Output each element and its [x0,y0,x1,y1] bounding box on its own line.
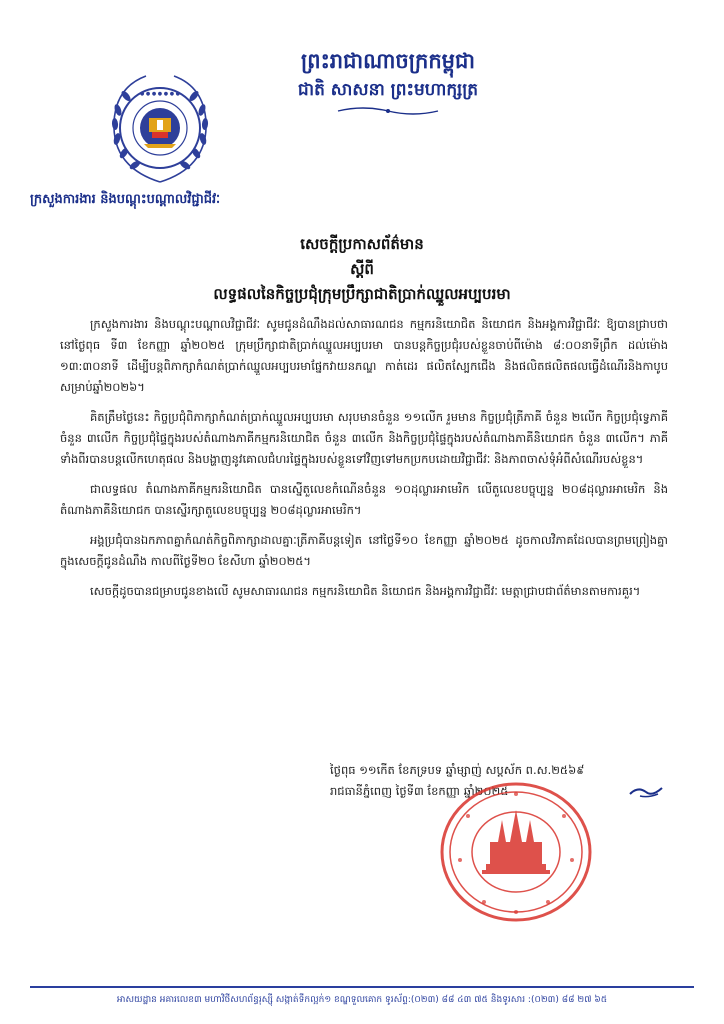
ministry-name: ក្រសួងការងារ និងបណ្តុះបណ្តាលវិជ្ជាជីវៈ [30,192,221,207]
official-seal [438,780,594,924]
footer-address: អាសយដ្ឋាន អគារលេខ៣ មហាវិថីសហព័ន្ធរុស្ស៊ី សង្កាត់ទឹកល្អក់១ ខណ្ឌទួលគោក ទូរស័ព្ទ:(០២៣) ៨៨ ៤៣ ៧៥ និងទូរសារ :(០២៣) ៨៨ ២៧ ៦៥ [116,995,608,1005]
paragraph: សេចក្តីដូចបានជម្រាបជូនខាងលើ សូមសាធារណជន កម្មករនិយោជិត និយោជក និងអង្គការវិជ្ជាជីវៈ មេត្តាជ្រាបជាព័ត៌មានតាមការគួរ។ [90,584,641,598]
solar-date: រាជធានីភ្នំពេញ ថ្ងៃទី៣ ខែកញ្ញា ឆ្នាំ២០២៥ [330,784,509,798]
paragraph: គិតត្រឹមថ្ងៃនេះ កិច្ចប្រជុំពិភាក្សាកំណត់ប្រាក់ឈ្នួលអប្បបរមា សរុបមានចំនួន ១១លើក រួមមាន កិច្ចប្រជុំត្រីភាគី ចំនួន ២លើក កិច្ចប្រជុំទ្វេភាគី ចំនួន ៣លើក កិច្ចប្រជុំផ្ទៃក្នុងរបស់តំណាងភាគីកម្មករនិយោជិត ចំនួន ៣លើក និងកិច្ចប្រជុំផ្ទៃក្នុងរបស់តំណាងភាគីនិយោជក ចំនួន ៣លើក។ ភាគីទាំងពីរបានបន្តលើកហេតុផល និងបង្ហាញនូវគោលជំហរផ្ទៃក្នុងរបស់ខ្លួនទៅវិញទៅមកប្រកបដោយវិជ្ជាជីវៈ និងភាពចាស់ទុំអំពីសំណើរបស់ខ្លួន។ [60,410,668,466]
kingdom-title: ព្រះរាជាណាចក្រកម្ពុជា [300,49,475,73]
paragraph: ជាលទ្ធផល តំណាងភាគីកម្មករនិយោជិត បានស្នើតួលេខកំណើនចំនួន ១០ដុល្លារអាមេរិក លើតួលេខបច្ចុប្បន្ន ២០៨ដុល្លារអាមេរិក និងតំណាងភាគីនិយោជក បានស្នើរក្សាតួលេខបច្ចុប្បន្ន ២០៨ដុល្លារអាមេរិក។ [60,482,668,517]
kingdom-header [258,48,518,121]
ministry-logo [100,62,220,190]
national-motto: ជាតិ សាសនា ព្រះមហាក្សត្រ [297,80,479,100]
document-body [60,314,668,611]
document-title [80,232,644,307]
title-line-2: ស្តីពី [350,260,374,278]
footer-divider [30,986,694,988]
title-line-3: លទ្ធផលនៃកិច្ចប្រជុំក្រុមប្រឹក្សាជាតិប្រាក់ឈ្នួលអប្បបរមា [213,285,511,303]
paragraph: ក្រសួងការងារ និងបណ្តុះបណ្តាលវិជ្ជាជីវៈ សូមជូនដំណឹងដល់សាធារណជន កម្មករនិយោជិត និយោជក និងអង្គការវិជ្ជាជីវៈ ឱ្យបានជ្រាបថា នៅថ្ងៃពុធ ទី៣ ខែកញ្ញា ឆ្នាំ២០២៥ ក្រុមប្រឹក្សាជាតិប្រាក់ឈ្នួលអប្បបរមា បានបន្តកិច្ចប្រជុំរបស់ខ្លួនចាប់ពីម៉ោង ៨:០០នាទីព្រឹក ដល់ម៉ោង ១៣:៣០នាទី ដើម្បីបន្តពិភាក្សាកំណត់ប្រាក់ឈ្នួលអប្បបរមាផ្នែកវាយនភណ្ឌ កាត់ដេរ ផលិតស្បែកជើង និងផលិតផលិតផលធ្វើដំណើរនិងកាបូប សម្រាប់ឆ្នាំ២០២៦។ [60,317,668,394]
signature-mark [628,784,664,800]
lunar-date: ថ្ងៃពុធ ១១កើត ខែភទ្របទ ឆ្នាំម្សាញ់ សប្តស័ក ព.ស.២៥៦៩ [330,763,585,777]
title-line-1: សេចក្តីប្រកាសព័ត៌មាន [300,235,424,253]
paragraph: អង្គប្រជុំបានឯកភាពគ្នាកំណត់កិច្ចពិភាក្សាដាលគ្នាៈត្រីភាគីបន្តទៀត នៅថ្ងៃទី១០ ខែកញ្ញា ឆ្នាំ២០២៥ ដូចកាលវិភាគដែលបានព្រមព្រៀងគ្នាក្នុងសេចក្តីជូនដំណឹង កាលពីថ្ងៃទី២០ ខែសីហា ឆ្នាំ២០២៥។ [60,533,668,568]
svg-text:● ● ● ● ● ● ●: ● ● ● ● ● ● ● [139,91,181,97]
ornament-divider-icon [328,105,448,117]
